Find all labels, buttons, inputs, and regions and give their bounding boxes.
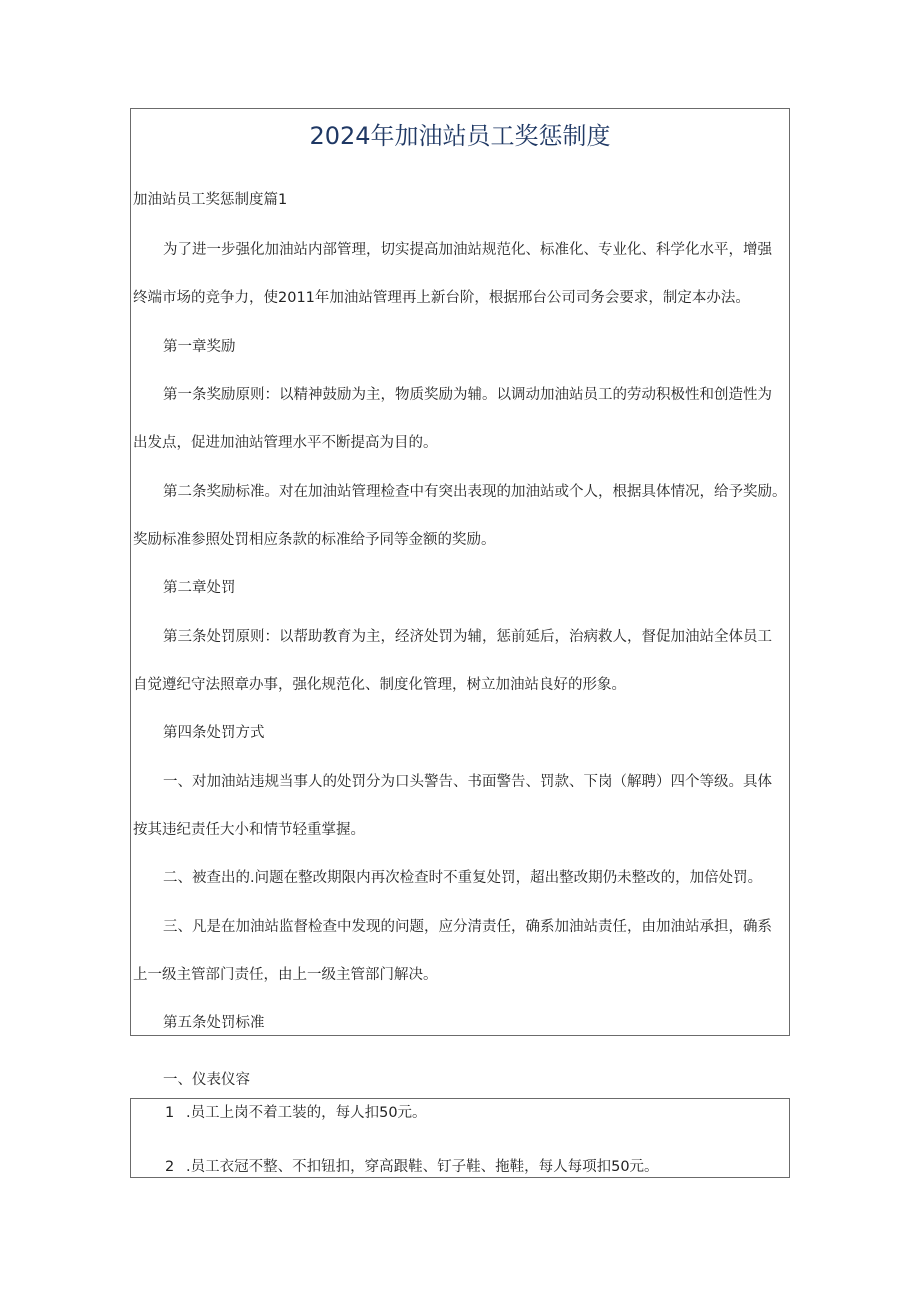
paragraph-line: 三、凡是在加油站监督检查中发现的问题，应分清责任，确系加油站责任，由加油站承担，确系 <box>163 919 772 935</box>
list-item-number: 2 <box>165 1159 175 1175</box>
chapter-heading: 第一章奖励 <box>163 339 236 355</box>
article-heading: 第四条处罚方式 <box>163 725 265 741</box>
page-title: 2024年加油站员工奖惩制度 <box>309 122 611 150</box>
subsection-heading: 一、仪表仪容 <box>163 1072 250 1088</box>
paragraph-line: 第一条奖励原则：以精神鼓励为主，物质奖励为辅。以调动加油站员工的劳动积极性和创造性为 <box>163 387 772 403</box>
paragraph-line: 自觉遵纪守法照章办事，强化规范化、制度化管理，树立加油站良好的形象。 <box>133 677 626 693</box>
list-item-text: .员工上岗不着工装的，每人扣50元。 <box>186 1105 427 1121</box>
paragraph-line: 第三条处罚原则：以帮助教育为主，经济处罚为辅，惩前延后，治病救人，督促加油站全体员工 <box>163 629 772 645</box>
paragraph-line: 第二条奖励标准。对在加油站管理检查中有突出表现的加油站或个人，根据具体情况，给予奖励。 <box>163 484 787 500</box>
paragraph-line: 二、被查出的.问题在整改期限内再次检查时不重复处罚，超出整改期仍未整改的，加倍处罚。 <box>163 870 763 886</box>
paragraph-line: 终端市场的竞争力，使2011年加油站管理再上新台阶，根据邢台公司司务会要求，制定本办法。 <box>133 290 750 306</box>
paragraph-line: 出发点，促进加油站管理水平不断提高为目的。 <box>133 435 438 451</box>
list-item-text: .员工衣冠不整、不扣钮扣，穿高跟鞋、钉子鞋、拖鞋，每人每项扣50元。 <box>186 1159 659 1175</box>
section-heading: 加油站员工奖惩制度篇1 <box>133 192 288 208</box>
paragraph-line: 按其违纪责任大小和情节轻重掌握。 <box>133 822 365 838</box>
paragraph-line: 为了进一步强化加油站内部管理，切实提高加油站规范化、标准化、专业化、科学化水平，增强 <box>163 242 772 258</box>
paragraph-line: 奖励标准参照处罚相应条款的标准给予同等金额的奖励。 <box>133 532 496 548</box>
paragraph-line: 上一级主管部门责任，由上一级主管部门解决。 <box>133 967 438 983</box>
list-item-number: 1 <box>165 1105 175 1121</box>
paragraph-line: 一、对加油站违规当事人的处罚分为口头警告、书面警告、罚款、下岗（解聘）四个等级。具体 <box>163 774 772 790</box>
chapter-heading: 第二章处罚 <box>163 580 236 596</box>
article-heading: 第五条处罚标准 <box>163 1015 265 1031</box>
